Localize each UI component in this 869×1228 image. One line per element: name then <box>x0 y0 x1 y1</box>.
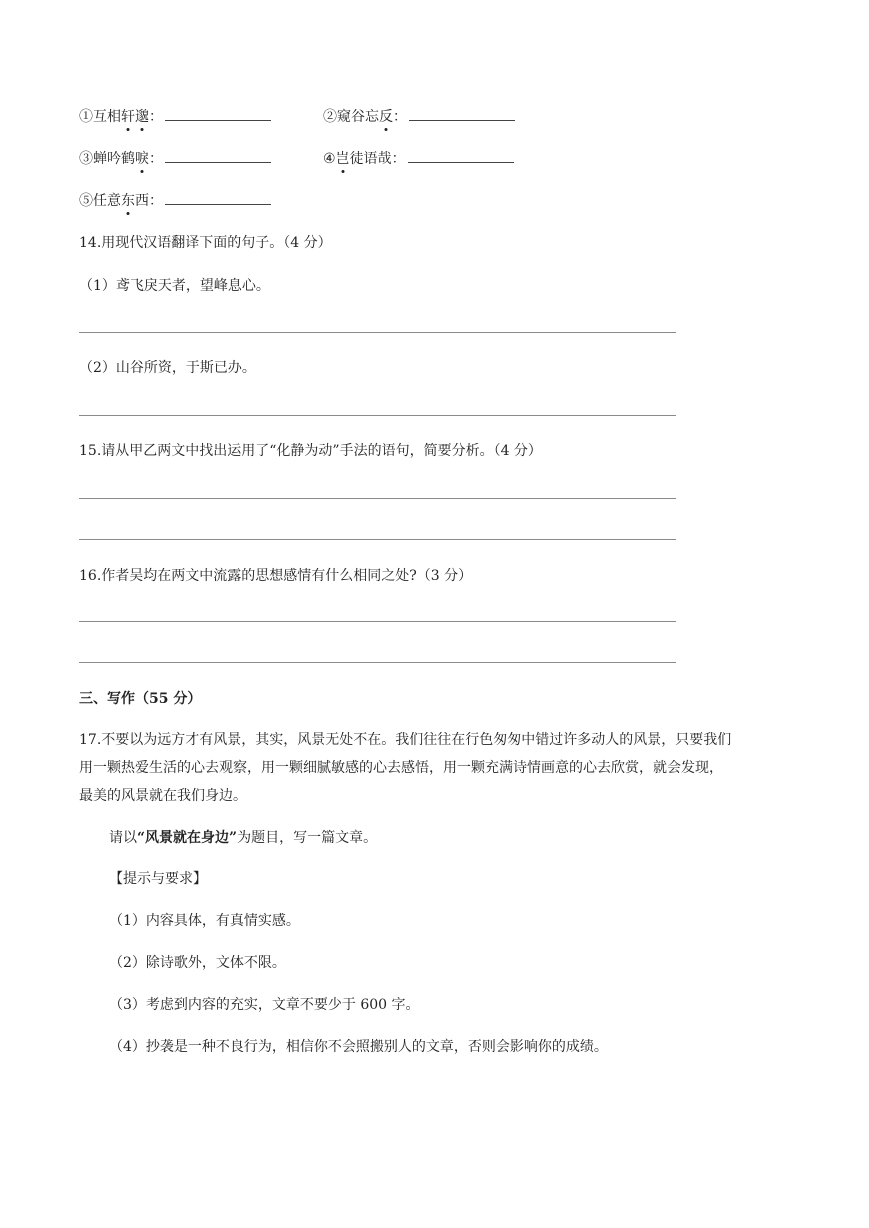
item-text: ⑤任意 <box>79 193 121 209</box>
colon: ： <box>149 151 163 167</box>
dotted-char: 邈 <box>135 109 149 125</box>
colon: ： <box>393 109 407 125</box>
dotted-char: 唳 <box>135 151 149 167</box>
answer-line[interactable] <box>79 621 676 622</box>
answer-line[interactable] <box>79 662 676 663</box>
item-text: ③蝉吟鹤 <box>79 151 135 167</box>
q15-prompt: 15.请从甲乙两文中找出运用了“化静为动”手法的语句，简要分析。（4 分） <box>79 443 542 459</box>
q17-paragraph-line-2: 用一颗热爱生活的心去观察，用一颗细腻敏感的心去感悟，用一颗充满诗情画意的心去欣赏，就会发现， <box>79 760 723 776</box>
dotted-char: 反 <box>379 109 393 125</box>
answer-blank[interactable] <box>409 106 515 121</box>
item-text: 徒语哉 <box>349 151 392 167</box>
q17-task <box>109 828 377 848</box>
answer-line[interactable] <box>79 332 676 333</box>
q17-paragraph-line-1: 17.不要以为远方才有风景，其实，风景无处不在。我们往往在行色匆匆中错过许多动人的风景，只要我们 <box>79 732 732 748</box>
q17-paragraph-line-3: 最美的风景就在我们身边。 <box>79 788 247 804</box>
hint-title: 【提示与要求】 <box>109 871 207 887</box>
requirement-3: （3）考虑到内容的充实，文章不要少于 600 字。 <box>109 997 420 1013</box>
task-text: 请以 <box>109 830 137 846</box>
answer-line[interactable] <box>79 539 676 540</box>
item-text: ④ <box>323 151 336 167</box>
q14-prompt: 14.用现代汉语翻译下面的句子。（4 分） <box>79 235 332 251</box>
q13-item-5 <box>79 190 271 211</box>
answer-line[interactable] <box>79 498 676 499</box>
item-text: 西 <box>135 193 149 209</box>
requirement-2: （2）除诗歌外，文体不限。 <box>109 955 286 971</box>
colon: ： <box>149 109 163 125</box>
item-text: ②窥谷忘 <box>323 109 379 125</box>
colon: ： <box>149 193 163 209</box>
q13-item-1 <box>79 106 271 127</box>
essay-title: “风景就在身边” <box>137 830 238 846</box>
dotted-char: 东 <box>121 193 135 209</box>
section-title: 三、写作（55 分） <box>79 691 202 707</box>
colon: ： <box>391 151 406 167</box>
q13-item-4 <box>323 148 514 169</box>
dotted-char: 岂 <box>335 151 350 167</box>
answer-blank[interactable] <box>408 148 514 163</box>
q13-item-2 <box>323 106 515 127</box>
task-text: 为题目，写一篇文章。 <box>237 830 378 846</box>
dotted-char: 轩 <box>121 109 135 125</box>
answer-line[interactable] <box>79 415 676 416</box>
answer-blank[interactable] <box>165 148 271 163</box>
answer-blank[interactable] <box>165 106 271 121</box>
item-text: ①互相 <box>79 109 121 125</box>
q14-sentence-1: （1）鸢飞戾天者，望峰息心。 <box>79 278 270 294</box>
requirement-4: （4）抄袭是一种不良行为，相信你不会照搬别人的文章，否则会影响你的成绩。 <box>109 1039 608 1055</box>
q14-sentence-2: （2）山谷所资，于斯已办。 <box>79 360 256 376</box>
requirement-1: （1）内容具体，有真情实感。 <box>109 913 300 929</box>
answer-blank[interactable] <box>165 190 271 205</box>
q16-prompt: 16.作者吴均在两文中流露的思想感情有什么相同之处?（3 分） <box>79 568 473 584</box>
q13-item-3 <box>79 148 271 169</box>
